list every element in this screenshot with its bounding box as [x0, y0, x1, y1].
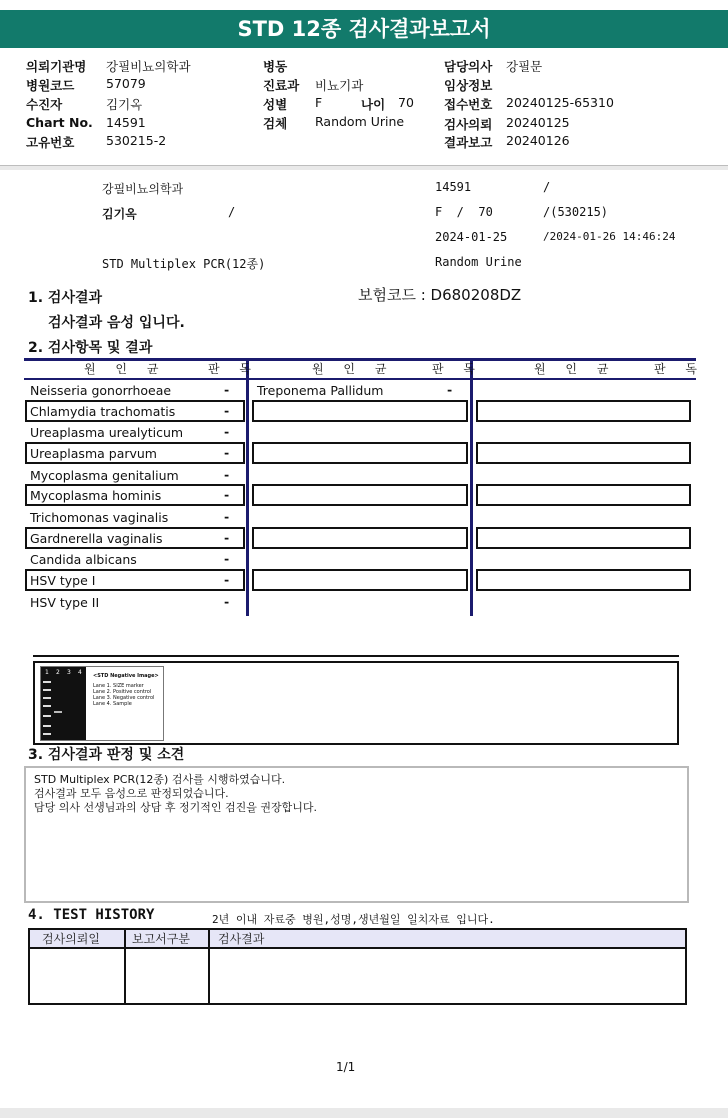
pathogen-result: -	[224, 382, 230, 397]
gel-image	[41, 667, 86, 740]
header-value: 14591	[106, 115, 146, 130]
header-label: 담당의사	[444, 59, 493, 74]
opinion-box	[24, 766, 689, 903]
lane-number: 1	[45, 669, 49, 676]
pathogen-result: -	[224, 594, 230, 609]
empty-result-box	[252, 569, 468, 591]
gel-lane-desc: Lane 4. Sample	[93, 701, 132, 707]
pathogen-name: HSV type I	[30, 573, 96, 588]
pathogen-name: Ureaplasma parvum	[30, 446, 157, 461]
separator: /	[228, 205, 236, 219]
gel-caption: <STD Negative Image>	[93, 673, 159, 679]
gel-lane-desc: Lane 1. SIZE marker	[93, 683, 144, 689]
col-header-pathogen: 원 인 균	[534, 362, 617, 376]
gel-band	[43, 697, 51, 699]
header-label: 의뢰기관명	[26, 59, 87, 74]
request-date: 2024-01-25	[435, 230, 508, 244]
empty-result-box	[476, 527, 691, 549]
history-col-header: 보고서구분	[132, 932, 190, 946]
header-label: 병동	[263, 59, 288, 74]
header-value: 비뇨기과	[315, 78, 364, 93]
gel-band	[43, 689, 51, 691]
header-label: 결과보고	[444, 135, 493, 150]
opinion-line: 담당 의사 선생님과의 상담 후 정기적인 검진을 권장합니다.	[34, 801, 317, 814]
page-number: 1/1	[336, 1060, 356, 1074]
header-value: 강필비뇨의학과	[106, 59, 191, 74]
pathogen-result: -	[224, 424, 230, 439]
image-top-rule	[33, 655, 679, 657]
insurance-code: 보험코드 : D680208DZ	[358, 286, 522, 304]
lane-number: 4	[78, 669, 82, 676]
lane-number: 3	[67, 669, 71, 676]
separator: /	[543, 180, 551, 194]
pathogen-name: HSV type II	[30, 595, 100, 610]
pathogen-name: Trichomonas vaginalis	[30, 510, 169, 525]
history-header-row	[30, 930, 685, 949]
gel-band	[43, 715, 51, 717]
history-col-header: 검사결과	[218, 932, 265, 946]
clinic-name: 강필비뇨의학과	[102, 182, 184, 196]
header-label: 고유번호	[26, 135, 75, 150]
report-datetime: /2024-01-26 14:46:24	[543, 230, 676, 243]
empty-result-box	[252, 442, 468, 464]
opinion-line: 검사결과 모두 음성으로 판정되었습니다.	[34, 787, 229, 800]
col-header-result: 판 독	[654, 362, 705, 376]
empty-result-box	[476, 569, 691, 591]
gel-lane-desc: Lane 3. Negative control	[93, 695, 155, 701]
header-value: 57079	[106, 76, 146, 91]
pathogen-result: -	[447, 382, 453, 397]
header-value: F	[315, 95, 323, 110]
header-label: 접수번호	[444, 97, 493, 112]
col-header-result: 판 독	[432, 362, 483, 376]
header-label: 나이	[361, 97, 386, 112]
header-label: Chart No.	[26, 115, 93, 130]
section2-title: 2. 검사항목 및 결과	[28, 340, 153, 356]
grid-header-rule	[24, 378, 696, 380]
pathogen-name: Ureaplasma urealyticum	[30, 425, 184, 440]
header-label: 병원코드	[26, 78, 75, 93]
pathogen-name: Treponema Pallidum	[257, 383, 384, 398]
gel-lane-desc: Lane 2. Positive control	[93, 689, 152, 695]
header-label: 검체	[263, 116, 288, 131]
header-value: 20240125-65310	[506, 95, 614, 110]
gel-legend	[93, 673, 159, 707]
grid-divider	[246, 358, 249, 616]
header-label: 진료과	[263, 78, 300, 93]
pathogen-result: -	[224, 551, 230, 566]
specimen: Random Urine	[435, 255, 522, 269]
test-name: STD Multiplex PCR(12종)	[102, 257, 266, 271]
pathogen-result: -	[224, 445, 230, 460]
section1-title: 1. 검사결과	[28, 290, 103, 306]
gel-band	[43, 705, 51, 707]
header-value: 20240125	[506, 115, 570, 130]
history-note: 2년 이내 자료중 병원,성명,생년월일 일치자료 입니다.	[212, 913, 495, 926]
header-label: 검사의뢰	[444, 117, 493, 132]
patient-name: 김기옥	[102, 207, 137, 221]
history-col-divider	[208, 930, 210, 1003]
chart-number: 14591	[435, 180, 472, 194]
pathogen-name: Mycoplasma genitalium	[30, 468, 179, 483]
empty-result-box	[476, 442, 691, 464]
pathogen-name: Mycoplasma hominis	[30, 488, 162, 503]
header-value: 20240126	[506, 133, 570, 148]
pathogen-result: -	[224, 487, 230, 502]
header-value: 70	[398, 95, 414, 110]
pathogen-name: Gardnerella vaginalis	[30, 531, 163, 546]
pathogen-name: Chlamydia trachomatis	[30, 404, 176, 419]
opinion-line: STD Multiplex PCR(12종) 검사를 시행하였습니다.	[34, 773, 286, 786]
empty-result-box	[252, 400, 468, 422]
gel-band	[54, 711, 62, 713]
header-label: 성별	[263, 97, 288, 112]
test-history-table	[28, 928, 687, 1005]
col-header-result: 판 독	[208, 362, 259, 376]
section4-title: 4. TEST HISTORY	[28, 907, 155, 923]
gel-band	[43, 725, 51, 727]
sex-age: F / 70	[435, 205, 493, 219]
header-label: 임상정보	[444, 78, 493, 93]
report-title: STD 12종 검사결과보고서	[0, 10, 728, 48]
history-col-divider	[124, 930, 126, 1003]
birth-code: /(530215)	[543, 205, 609, 219]
gel-band	[43, 733, 51, 735]
empty-result-box	[476, 484, 691, 506]
pathogen-result: -	[224, 403, 230, 418]
section3-title: 3. 검사결과 판정 및 소견	[28, 747, 185, 763]
pathogen-result: -	[224, 572, 230, 587]
report-body-sheet	[0, 170, 728, 1108]
header-value: 강필문	[506, 59, 543, 74]
history-col-header: 검사의뢰일	[42, 932, 100, 946]
header-value: 530215-2	[106, 133, 167, 148]
gel-image-thumbnail	[40, 666, 164, 741]
pathogen-result: -	[224, 530, 230, 545]
pathogen-result: -	[224, 467, 230, 482]
col-header-pathogen: 원 인 균	[84, 362, 167, 376]
gel-band	[43, 681, 51, 683]
header-value: Random Urine	[315, 114, 405, 129]
pathogen-name: Neisseria gonorrhoeae	[30, 383, 172, 398]
pathogen-result: -	[224, 509, 230, 524]
empty-result-box	[252, 484, 468, 506]
pathogen-name: Candida albicans	[30, 552, 137, 567]
lane-number: 2	[56, 669, 60, 676]
header-value: 김기옥	[106, 97, 143, 112]
report-header-sheet	[0, 0, 728, 166]
empty-result-box	[476, 400, 691, 422]
empty-result-box	[252, 527, 468, 549]
header-label: 수진자	[26, 97, 63, 112]
col-header-pathogen: 원 인 균	[312, 362, 395, 376]
result-summary: 검사결과 음성 입니다.	[48, 315, 185, 331]
grid-divider	[470, 358, 473, 616]
